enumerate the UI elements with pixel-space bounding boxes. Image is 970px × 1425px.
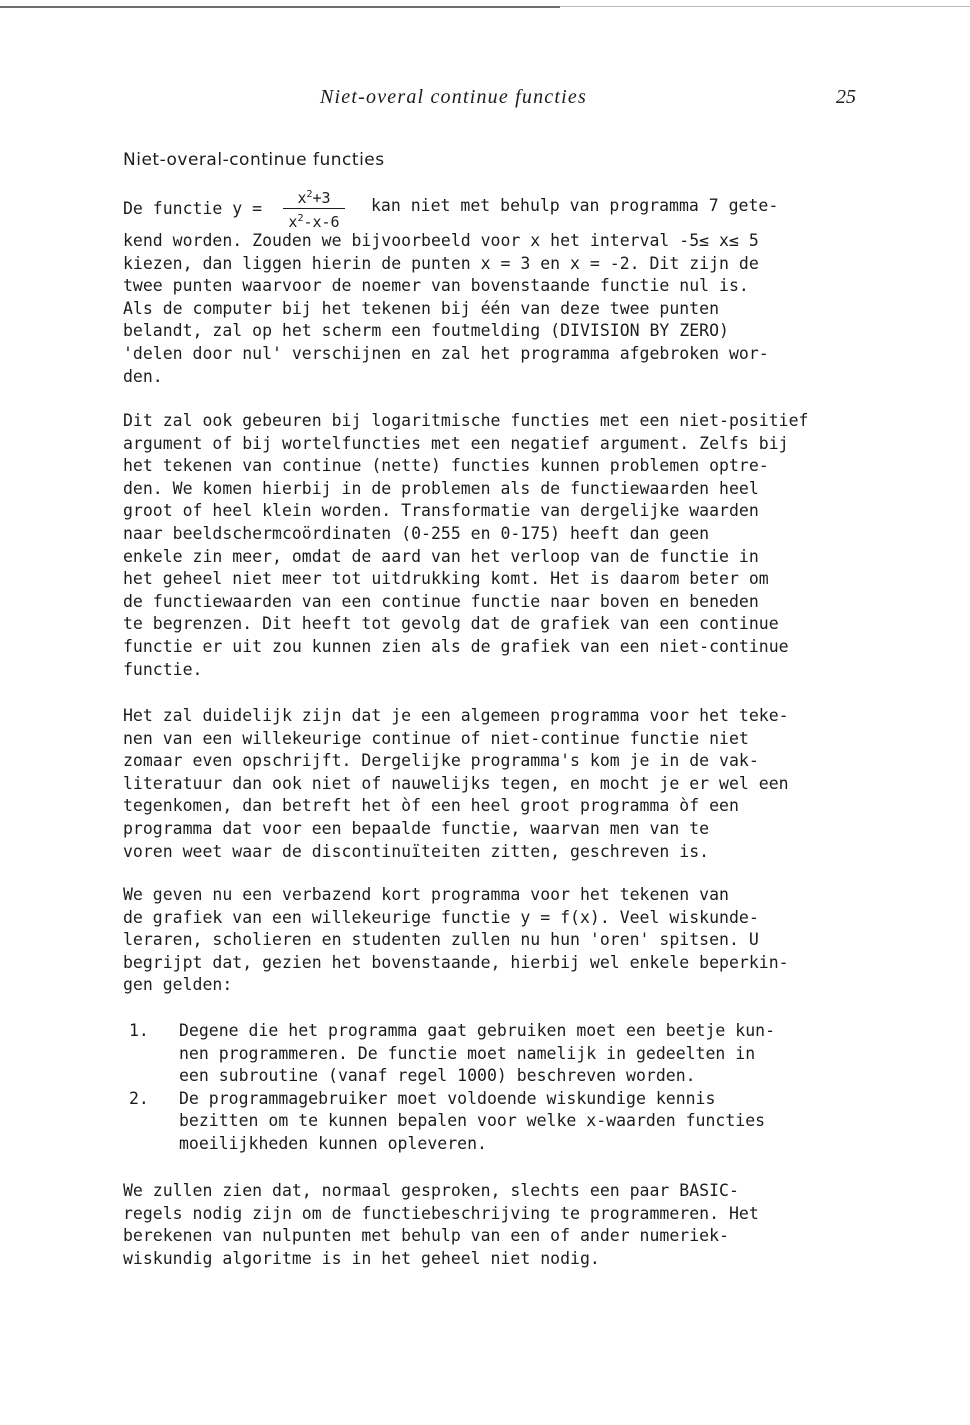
section-heading: Niet-overal-continue functies <box>123 150 385 170</box>
text-line: moeilijkheden kunnen opleveren. <box>179 1133 487 1153</box>
text-line: 'delen door nul' verschijnen en zal het programma afgebroken wor- <box>123 343 769 363</box>
denominator-rest: -x-6 <box>303 213 340 231</box>
text-line: gen gelden: <box>123 975 233 995</box>
text-line: functie er uit zou kunnen zien als de grafiek van een niet-continue <box>123 636 789 656</box>
text-line: den. We komen hierbij in de problemen als de functiewaarden heel <box>123 478 759 498</box>
text-line: argument of bij wortelfuncties met een negatief argument. Zelfs bij <box>123 433 789 453</box>
text-line: enkele zin meer, omdat de aard van het verloop van de functie in <box>123 546 759 566</box>
text-line: kend worden. Zouden we bijvoorbeeld voor x het interval -5≤ x≤ 5 <box>123 231 759 250</box>
requirements-list <box>123 1020 863 1156</box>
page-number: 25 <box>836 86 856 108</box>
text-line: literatuur dan ook niet of nauwelijks tegen, en mocht je er wel een <box>123 773 789 793</box>
text-line: De programmagebruiker moet voldoende wiskundige kennis <box>179 1088 716 1108</box>
scan-edge-line-faint <box>560 6 970 7</box>
text-line: het geheel niet meer tot uitdrukking komt. Het is daarom beter om <box>123 569 769 589</box>
text-line: nen programmeren. De functie moet namelijk in gedeelten in <box>179 1043 756 1063</box>
text-line: Dit zal ook gebeuren bij logaritmische functies met een niet-positief <box>123 411 809 430</box>
text-line: programma dat voor een bepaalde functie, waarvan men van te <box>123 818 710 838</box>
text-line: berekenen van nulpunten met behulp van een of ander numeriek- <box>123 1226 729 1246</box>
paragraph-1 <box>123 230 853 388</box>
text-line: de functiewaarden van een continue functie naar boven en beneden <box>123 591 759 611</box>
text-line: tegenkomen, dan betreft het òf een heel groot programma òf een <box>123 796 739 816</box>
numerator-base: x <box>297 189 307 207</box>
text-line: regels nodig zijn om de functiebeschrijving te programmeren. Het <box>123 1203 759 1223</box>
paragraph-3 <box>123 705 853 863</box>
text-line: zomaar even opschrijft. Dergelijke programma's kom je in de vak- <box>123 751 759 771</box>
text-line: voren weet waar de discontinuïteiten zitten, geschreven is. <box>123 841 710 861</box>
text-line: een subroutine (vanaf regel 1000) beschreven worden. <box>179 1066 696 1086</box>
text-line: de grafiek van een willekeurige functie y = f(x). Veel wiskunde- <box>123 907 759 927</box>
text-line: We geven nu een verbazend kort programma voor het tekenen van <box>123 885 729 904</box>
paragraph-5 <box>123 1180 853 1270</box>
text-line: den. <box>123 366 163 386</box>
list-item <box>123 1020 863 1088</box>
text-line: twee punten waarvoor de noemer van bovenstaande functie nul is. <box>123 276 749 296</box>
text-line: te begrenzen. Dit heeft tot gevolg dat de grafiek van een continue <box>123 614 779 634</box>
paragraph-2 <box>123 410 853 681</box>
text-line: kiezen, dan liggen hierin de punten x = 3 en x = -2. Dit zijn de <box>123 253 759 273</box>
fraction-bar <box>283 208 345 209</box>
text-line: Het zal duidelijk zijn dat je een algemeen programma voor het teke- <box>123 706 789 725</box>
paragraph-4 <box>123 884 853 997</box>
formula-fraction <box>281 186 347 231</box>
scan-edge-line <box>0 6 560 8</box>
list-marker: 2. <box>129 1088 149 1108</box>
text-line: nen van een willekeurige continue of niet-continue functie niet <box>123 728 749 748</box>
formula-suffix: kan niet met behulp van programma 7 gete- <box>371 196 779 215</box>
numerator-exponent: 2 <box>306 189 313 200</box>
formula-numerator <box>281 186 347 207</box>
text-line: We zullen zien dat, normaal gesproken, slechts een paar BASIC- <box>123 1181 739 1200</box>
text-line: leraren, scholieren en studenten zullen nu hun 'oren' spitsen. U <box>123 930 759 950</box>
denominator-exponent: 2 <box>297 213 304 224</box>
text-line: belandt, zal op het scherm een foutmelding (DIVISION BY ZERO) <box>123 321 729 341</box>
text-line: Degene die het programma gaat gebruiken moet een beetje kun- <box>179 1021 776 1040</box>
text-line: wiskundig algoritme is in het geheel niet nodig. <box>123 1248 600 1268</box>
formula-denominator <box>281 210 347 231</box>
numerator-rest: +3 <box>312 189 331 207</box>
list-item <box>123 1088 863 1156</box>
running-header: Niet-overal continue functies <box>320 86 587 108</box>
text-line: bezitten om te kunnen bepalen voor welke x-waarden functies <box>179 1111 766 1131</box>
text-line: het tekenen van continue (nette) functies kunnen problemen optre- <box>123 456 769 476</box>
list-marker: 1. <box>129 1021 149 1040</box>
text-line: functie. <box>123 659 203 679</box>
formula-prefix: De functie y = <box>123 199 263 218</box>
text-line: begrijpt dat, gezien het bovenstaande, hierbij wel enkele beperkin- <box>123 952 789 972</box>
formula-line <box>123 186 863 230</box>
text-line: naar beeldschermcoördinaten (0-255 en 0-175) heeft dan geen <box>123 523 710 543</box>
denominator-base: x <box>288 213 298 231</box>
text-line: groot of heel klein worden. Transformatie van dergelijke waarden <box>123 501 759 521</box>
text-line: Als de computer bij het tekenen bij één van deze twee punten <box>123 298 720 318</box>
